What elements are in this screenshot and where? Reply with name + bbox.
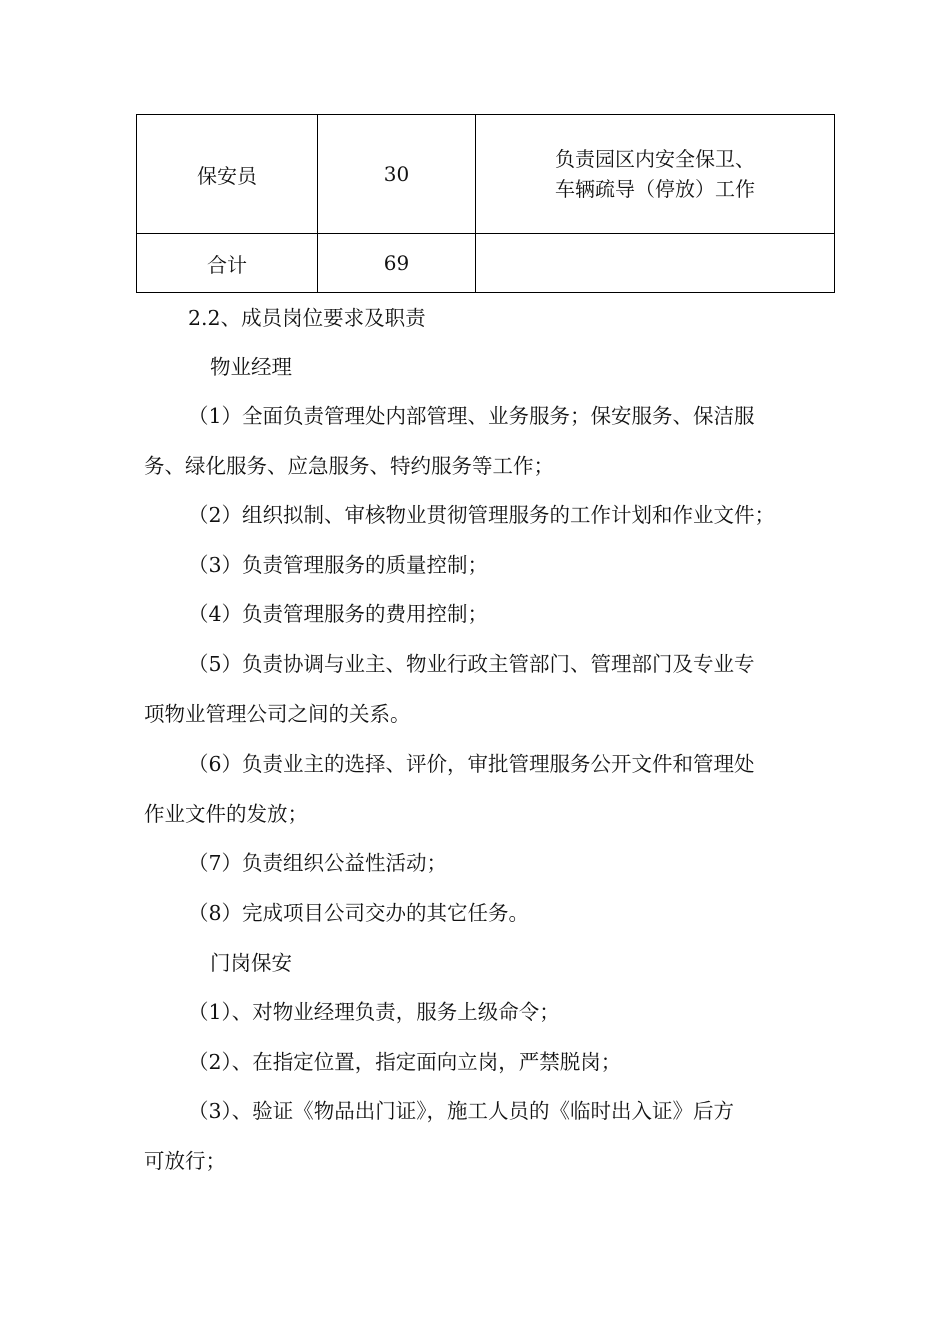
role-cell: 保安员 [137, 115, 318, 234]
manager-item-continued: 项物业管理公司之间的关系。 [144, 702, 411, 726]
manager-item: （4）负责管理服务的费用控制； [188, 602, 489, 626]
duty-line: 负责园区内安全保卫、 [555, 147, 755, 171]
staff-table [136, 114, 835, 293]
guard-item: （1）、对物业经理负责，服务上级命令； [188, 1000, 560, 1024]
table-row [137, 115, 835, 234]
manager-item: （8）完成项目公司交办的其它任务。 [188, 901, 530, 925]
guard-heading: 门岗保安 [210, 951, 292, 975]
guard-item: （3）、验证《物品出门证》，施工人员的《临时出入证》后方 [188, 1099, 735, 1123]
manager-item: （1）全面负责管理处内部管理、业务服务；保安服务、保洁服 [188, 404, 755, 428]
empty-cell [476, 234, 835, 293]
manager-item: （3）负责管理服务的质量控制； [188, 553, 489, 577]
duty-line: 车辆疏导（停放）工作 [555, 177, 755, 201]
count-cell: 30 [318, 115, 476, 234]
guard-item-continued: 可放行； [144, 1149, 226, 1173]
guard-item: （2）、在指定位置，指定面向立岗，严禁脱岗； [188, 1050, 622, 1074]
duty-cell [476, 115, 835, 234]
manager-item-continued: 务、绿化服务、应急服务、特约服务等工作； [144, 454, 554, 478]
manager-item: （5）负责协调与业主、物业行政主管部门、管理部门及专业专 [188, 652, 755, 676]
manager-heading: 物业经理 [210, 355, 292, 379]
total-count-cell: 69 [318, 234, 476, 293]
table-row [137, 234, 835, 293]
section-title: 2.2、成员岗位要求及职责 [188, 306, 426, 330]
total-label-cell: 合计 [137, 234, 318, 293]
manager-item: （2）组织拟制、审核物业贯彻管理服务的工作计划和作业文件； [188, 503, 776, 527]
manager-item: （6）负责业主的选择、评价，审批管理服务公开文件和管理处 [188, 752, 755, 776]
manager-item: （7）负责组织公益性活动； [188, 851, 448, 875]
manager-item-continued: 作业文件的发放； [144, 802, 308, 826]
